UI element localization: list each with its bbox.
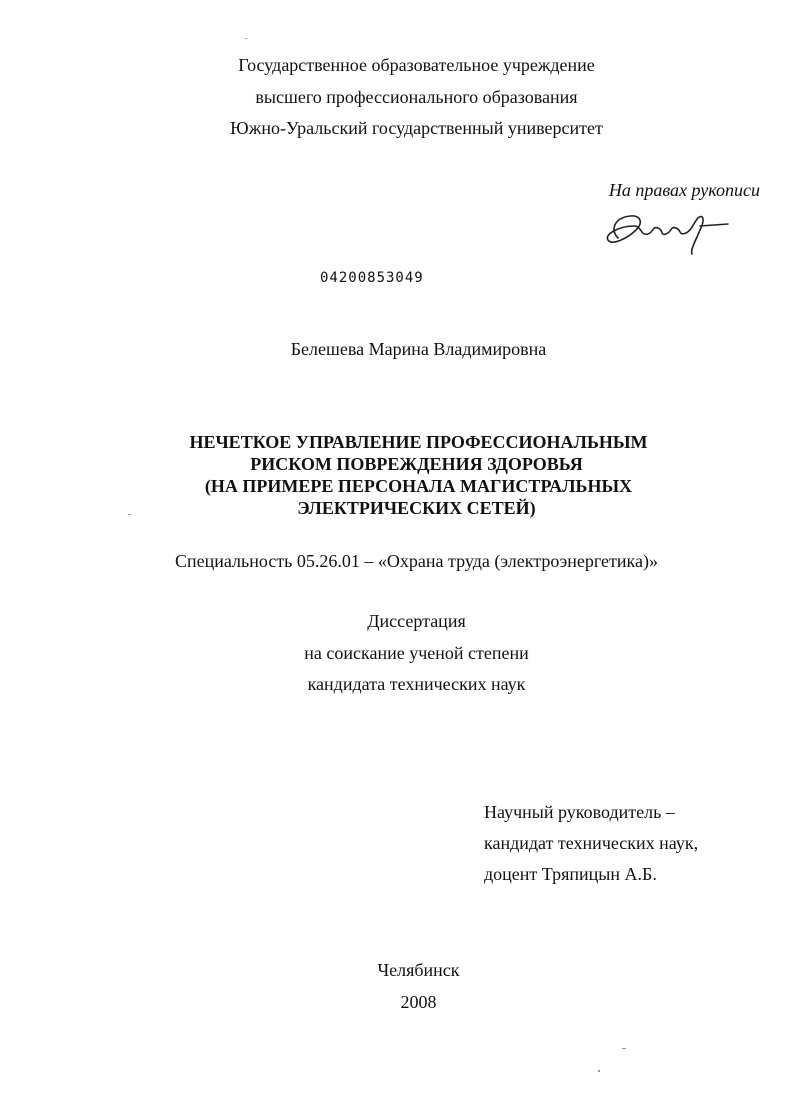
work-type-line-3: кандидата технических наук bbox=[307, 674, 526, 694]
title-line-2: РИСКОМ ПОВРЕЖДЕНИЯ ЗДОРОВЬЯ bbox=[250, 454, 583, 474]
advisor-line-1: Научный руководитель – bbox=[484, 802, 675, 822]
scan-speck bbox=[622, 1048, 626, 1049]
title-line-4: ЭЛЕКТРИЧЕСКИХ СЕТЕЙ) bbox=[297, 498, 536, 518]
year: 2008 bbox=[400, 992, 437, 1012]
institution-line-3: Южно-Уральский государственный университет bbox=[230, 118, 603, 138]
title-line-3: (НА ПРИМЕРЕ ПЕРСОНАЛА МАГИСТРАЛЬНЫХ bbox=[204, 476, 633, 496]
title-line-1: НЕЧЕТКОЕ УПРАВЛЕНИЕ ПРОФЕССИОНАЛЬНЫМ bbox=[189, 432, 648, 452]
work-type-line-2: на соискание ученой степени bbox=[304, 643, 529, 663]
work-type-line-1: Диссертация bbox=[367, 611, 466, 631]
institution-line-1: Государственное образовательное учреждение bbox=[238, 55, 595, 75]
manuscript-note: На правах рукописи bbox=[608, 180, 760, 200]
handwritten-signature bbox=[600, 200, 740, 260]
city: Челябинск bbox=[377, 960, 460, 980]
scan-speck bbox=[128, 514, 131, 515]
institution-line-2: высшего профессионального образования bbox=[255, 87, 578, 107]
scan-speck bbox=[598, 1070, 600, 1072]
advisor-line-3: доцент Тряпицын А.Б. bbox=[484, 864, 657, 884]
specialty: Специальность 05.26.01 – «Охрана труда (электроэнергетика)» bbox=[175, 551, 658, 571]
registry-code: 04200853049 bbox=[320, 270, 424, 286]
advisor-line-2: кандидат технических наук, bbox=[484, 833, 699, 853]
scan-speck bbox=[245, 38, 247, 39]
author-name: Белешева Марина Владимировна bbox=[290, 339, 547, 359]
